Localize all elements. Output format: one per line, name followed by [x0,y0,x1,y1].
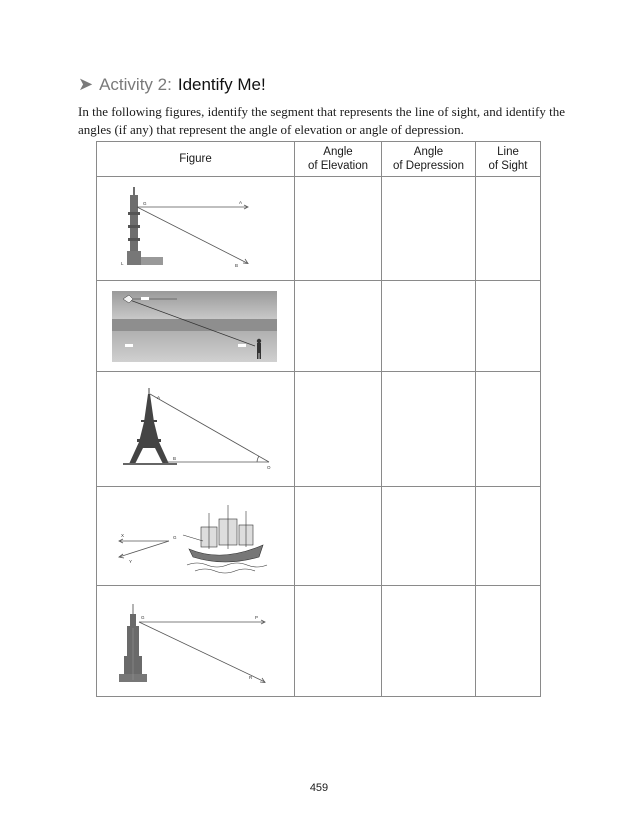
header-sight-line2: of Sight [488,160,528,172]
sea-image [112,319,277,331]
tower-figure [97,177,294,281]
point-label: L [121,261,124,266]
label-box [125,344,133,347]
label-box [141,297,149,300]
point-label: B [173,456,177,461]
sight-cell[interactable] [476,177,541,281]
header-depression-line1: Angle [413,146,444,158]
eiffel-tower-image [123,388,177,465]
sight-cell[interactable] [476,487,541,586]
point-label: X [121,533,125,538]
figure-cell [97,177,295,281]
header-elevation-line2: of Elevation [307,160,369,172]
depression-cell[interactable] [382,372,476,487]
header-elevation-line1: Angle [323,146,353,158]
sky-image [112,291,277,319]
sight-line [139,622,265,682]
activity-label: Activity 2: [99,74,172,94]
activity-heading [78,74,266,95]
header-sight [476,142,541,177]
elevation-cell[interactable] [295,281,382,372]
header-depression [382,142,476,177]
answer-table [96,141,541,697]
table-row [97,586,541,697]
point-label: G [173,535,177,540]
eiffel-figure [97,372,294,487]
table-row [97,281,541,372]
header-elevation [295,142,382,177]
sand-image [112,331,277,362]
ship-image [183,505,267,573]
point-label: G [141,615,145,620]
header-sight-line1: Line [497,146,519,158]
point-label: B [235,263,239,268]
sight-line [119,541,169,557]
activity-title: Identify Me! [177,74,266,94]
elevation-cell[interactable] [295,487,382,586]
ship-figure [97,487,294,586]
tower-image [127,187,163,265]
page-number: 459 [309,782,329,794]
depression-cell[interactable] [382,487,476,586]
sight-cell[interactable] [476,586,541,697]
elevation-cell[interactable] [295,586,382,697]
depression-cell[interactable] [382,281,476,372]
point-label: A [157,395,161,400]
skyscraper-figure [97,586,294,697]
depression-cell[interactable] [382,586,476,697]
point-label: G [143,201,147,206]
beach-figure [97,281,294,372]
sight-cell[interactable] [476,281,541,372]
instructions: In the following figures, identify the segment that represents the line of sight, and identify the angles (if any) that represent the angle of elevation or angle of depression. [78,104,566,137]
label-box [238,344,246,347]
sight-cell[interactable] [476,372,541,487]
depression-cell[interactable] [382,177,476,281]
figure-cell [97,372,295,487]
elevation-cell[interactable] [295,372,382,487]
table-row [97,372,541,487]
header-figure-text: Figure [179,153,212,165]
table-row [97,487,541,586]
angle-arc [257,456,259,462]
elevation-cell[interactable] [295,177,382,281]
figure-cell [97,586,295,697]
point-label: P [255,615,259,620]
figure-cell [97,281,295,372]
point-label: A [239,200,243,205]
table-row [97,177,541,281]
arrow-icon: ➤ [78,74,94,94]
header-row [97,142,541,177]
point-label: Y [129,559,133,564]
point-label: O [267,465,271,470]
header-figure [97,142,295,177]
sight-line [137,207,247,263]
header-depression-line2: of Depression [393,160,464,172]
point-label: R [249,675,253,680]
sight-line [150,394,269,462]
figure-cell [97,487,295,586]
